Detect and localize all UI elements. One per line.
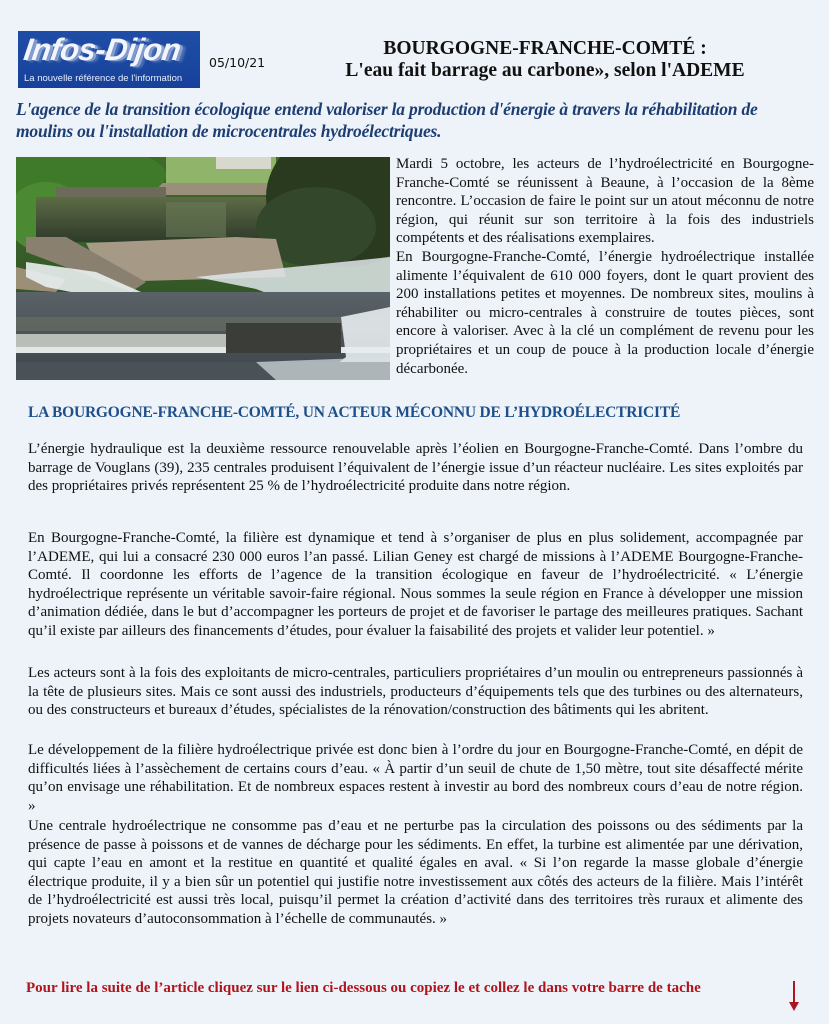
body-paragraph [28, 741, 803, 815]
publication-date: 05/10/21 [209, 55, 266, 70]
body-paragraph [28, 817, 803, 929]
read-more-link[interactable]: Pour lire la suite de l’article cliquez sur le lien ci-dessous ou copiez le et collez le dans votre barre de tache [26, 980, 701, 996]
headline-line-1: BOURGOGNE-FRANCHE-COMTÉ : [383, 38, 707, 59]
body-paragraph-text: En Bourgogne-Franche-Comté, la filière est dynamique et tend à s’organiser de plus en plus solidement, accompagnée par l’ADEME, qui lui a consacré 230 000 euros l’an passé. Lilian Geney est chargé de missions à l’ADEME Bourgogne-Franche-Comté. Il coordonne les efforts de l’agence de la transition écologique en faveur de l’hydroélectricité. « L’énergie hydroélectrique représente un véritable savoir-faire régional. Nous sommes la seule région en France à développer une mission d’animation dédiée, dans le but d’accompagner les porteurs de projet et de favoriser le partage des meilleures pratiques. Sachant qu’il existe par ailleurs des financements d’études, pour évaluer la faisabilité des projets et valider leur potentiel. » [28, 530, 803, 639]
arrow-down-icon [789, 981, 799, 1011]
intro-text [396, 155, 814, 378]
body-paragraph-text: Le développement de la filière hydroélectrique privée est donc bien à l’ordre du jour en Bourgogne-Franche-Comté, en dépit de difficultés liées à l’assèchement de certains cours d’eau. « À partir d’un seuil de chute de 1,50 mètre, tout site désaffecté mérite qu’on envisage une réhabilitation. Et de nombreux espaces restent à investir au bord des nombreux cours d’eau de notre région. » [28, 742, 803, 814]
body-paragraph [28, 529, 803, 641]
body-paragraph [28, 440, 803, 496]
logo-wordmark: Infos-Dijon [21, 32, 183, 67]
section-title: LA BOURGOGNE-FRANCHE-COMTÉ, UN ACTEUR MÉCONNU DE L’HYDROÉLECTRICITÉ [28, 404, 681, 421]
body-paragraph-text: Une centrale hydroélectrique ne consomme pas d’eau et ne perturbe pas la circulation des poissons ou des sédiments par la présence de passe à poissons et de vannes de décharge pour les sédiments. En effet, la turbine est alimentée par une dérivation, qui capte l’eau en amont et la restitue en quantité et qualité égales en aval. « Si l’on regarde la masse globale d’énergie électrique produite, il y a bien sûr un potentiel qui justifie notre investissement aux côtés des acteurs de la filière. Mais l’intérêt de l’hydroélectricité est aussi très local, puisqu’il permet la création d’activité dans des territoires très ruraux et alimente des projets novateurs d’autoconsommation à l’échelle de communautés. » [28, 818, 803, 927]
logo-tagline: La nouvelle référence de l'information [24, 73, 183, 84]
article-photo [16, 157, 390, 380]
body-paragraph-text: Les acteurs sont à la fois des exploitants de micro-centrales, particuliers propriétaires d’un moulin ou entrepreneurs passionnés à la tête de plusieurs sites. Mais ce sont aussi des industriels, producteurs d’équipements tels que des turbines ou des alternateurs, ou des constructeurs et bureaux d’études, spécialistes de la rénovation/construction des bâtiments qui les abritent. [28, 665, 803, 719]
article-lede: L'agence de la transition écologique entend valoriser la production d'énergie à travers la réhabilitation de moulins ou l'installation de microcentrales hydroélectriques. [16, 99, 758, 141]
body-paragraph-text: L’énergie hydraulique est la deuxième ressource renouvelable après l’éolien en Bourgogne-Franche-Comté. Dans l’ombre du barrage de Vouglans (39), 235 centrales produisent l’équivalent de l’énergie issue d’un réacteur nucléaire. Les sites exploités par des propriétaires privés représentent 25 % de l’hydroélectricité produite dans notre région. [28, 441, 803, 495]
site-logo[interactable] [18, 31, 200, 88]
weir-photo-illustration [16, 157, 390, 380]
intro-paragraph: En Bourgogne-Franche-Comté, l’énergie hydroélectrique installée alimente l’équivalent de 610 000 foyers, dont le quart provient des 200 installations petites et moyennes. De nombreux sites, moulins à réhabiliter ou micro-centrales à construire de toutes pièces, sont encore à valoriser. Avec à la clé un complément de revenu pour les propriétaires et un coup de pouce à la production locale d’énergie décarbonée. [396, 248, 814, 377]
article-headline [320, 38, 770, 82]
body-paragraph [28, 664, 803, 720]
headline-line-2: L'eau fait barrage au carbone», selon l'ADEME [345, 60, 745, 81]
intro-paragraph: Mardi 5 octobre, les acteurs de l’hydroélectricité en Bourgogne-Franche-Comté se réunissent à Beaune, à l’occasion de la 8ème rencontre. L’occasion de faire le point sur un atout méconnu de notre région, qui réunit sur son territoire à la fois des industriels compétents et des réalisations exemplaires. [396, 156, 814, 247]
